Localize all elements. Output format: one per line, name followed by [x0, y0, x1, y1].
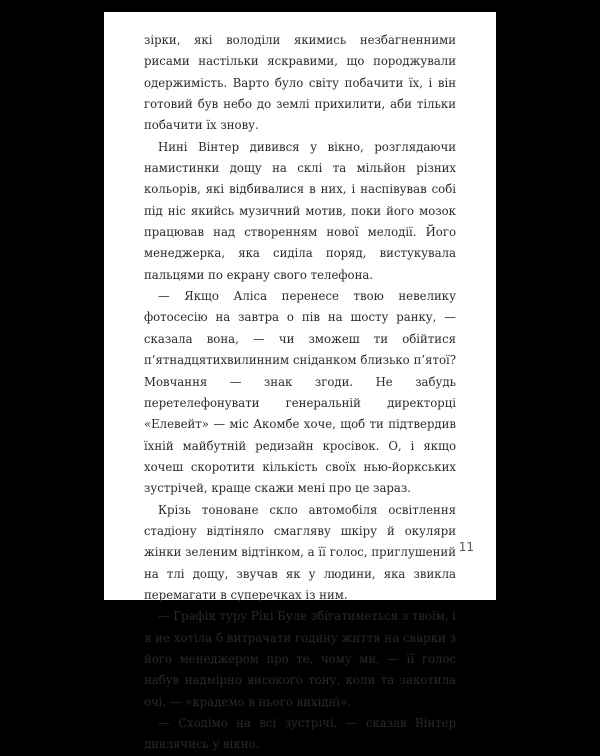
paragraph: Крізь тоноване скло автомобіля освітлення стадіону відтіняло смагляву шкіру й окуляри жінки зеленим відтінком, а її голос, приглушений на тлі дощу, звучав як у людини, яка звикла перемагати в суперечках із ним.: [144, 502, 456, 602]
paragraph: — Сходімо на всі зустрічі, — сказав Вінтер дивлячись у вікно.: [144, 716, 456, 752]
paragraph: — Якщо Аліса перенесе твою невелику фотосесію на завтра о пів на шосту ранку, — сказала вона, — чи зможеш ти обійтися п’ятнадцятихвилинним сніданком близько п’ятої? Мовчання — знак згоди. Не забудь перетелефонувати генеральній директорці «Елевейт» — міс Акомбе хоче, щоб ти підтвердив їхній майбутній редизайн кросівок. О, і якщо хочеш скоротити кількість своїх нью-йоркських зустрічей, краще скажи мені про це зараз.: [144, 289, 456, 496]
paragraph: — Графік туру Рікі Буле збігатиметься з твоїм, і я не хотіла б витрачати годину життя на сварки з його менеджером про те, чому ми, — її голос набув надмірно високого тону, коли та закотила очі, — «крадемо в нього вихідні».: [144, 609, 456, 709]
book-page: [104, 12, 496, 752]
page-number: 11: [458, 540, 474, 554]
body-text: [144, 30, 456, 756]
paragraph: зірки, які володіли якимись незбагненними рисами настільки яскравими, що породжували одержимість. Варто було світу побачити їх, і він готовий був небо до землі прихилити, аби тільки побачити їх знову.: [144, 33, 456, 133]
paragraph: Нині Вінтер дивився у вікно, розглядаючи намистинки дощу на склі та мільйон різних кольорів, які відбивалися в них, і наспівував собі під ніс якийсь музичний мотив, поки його мозок працював над створенням нової мелодії. Його менеджерка, яка сиділа поряд, вистукувала пальцями по екрану свого телефона.: [144, 139, 456, 282]
